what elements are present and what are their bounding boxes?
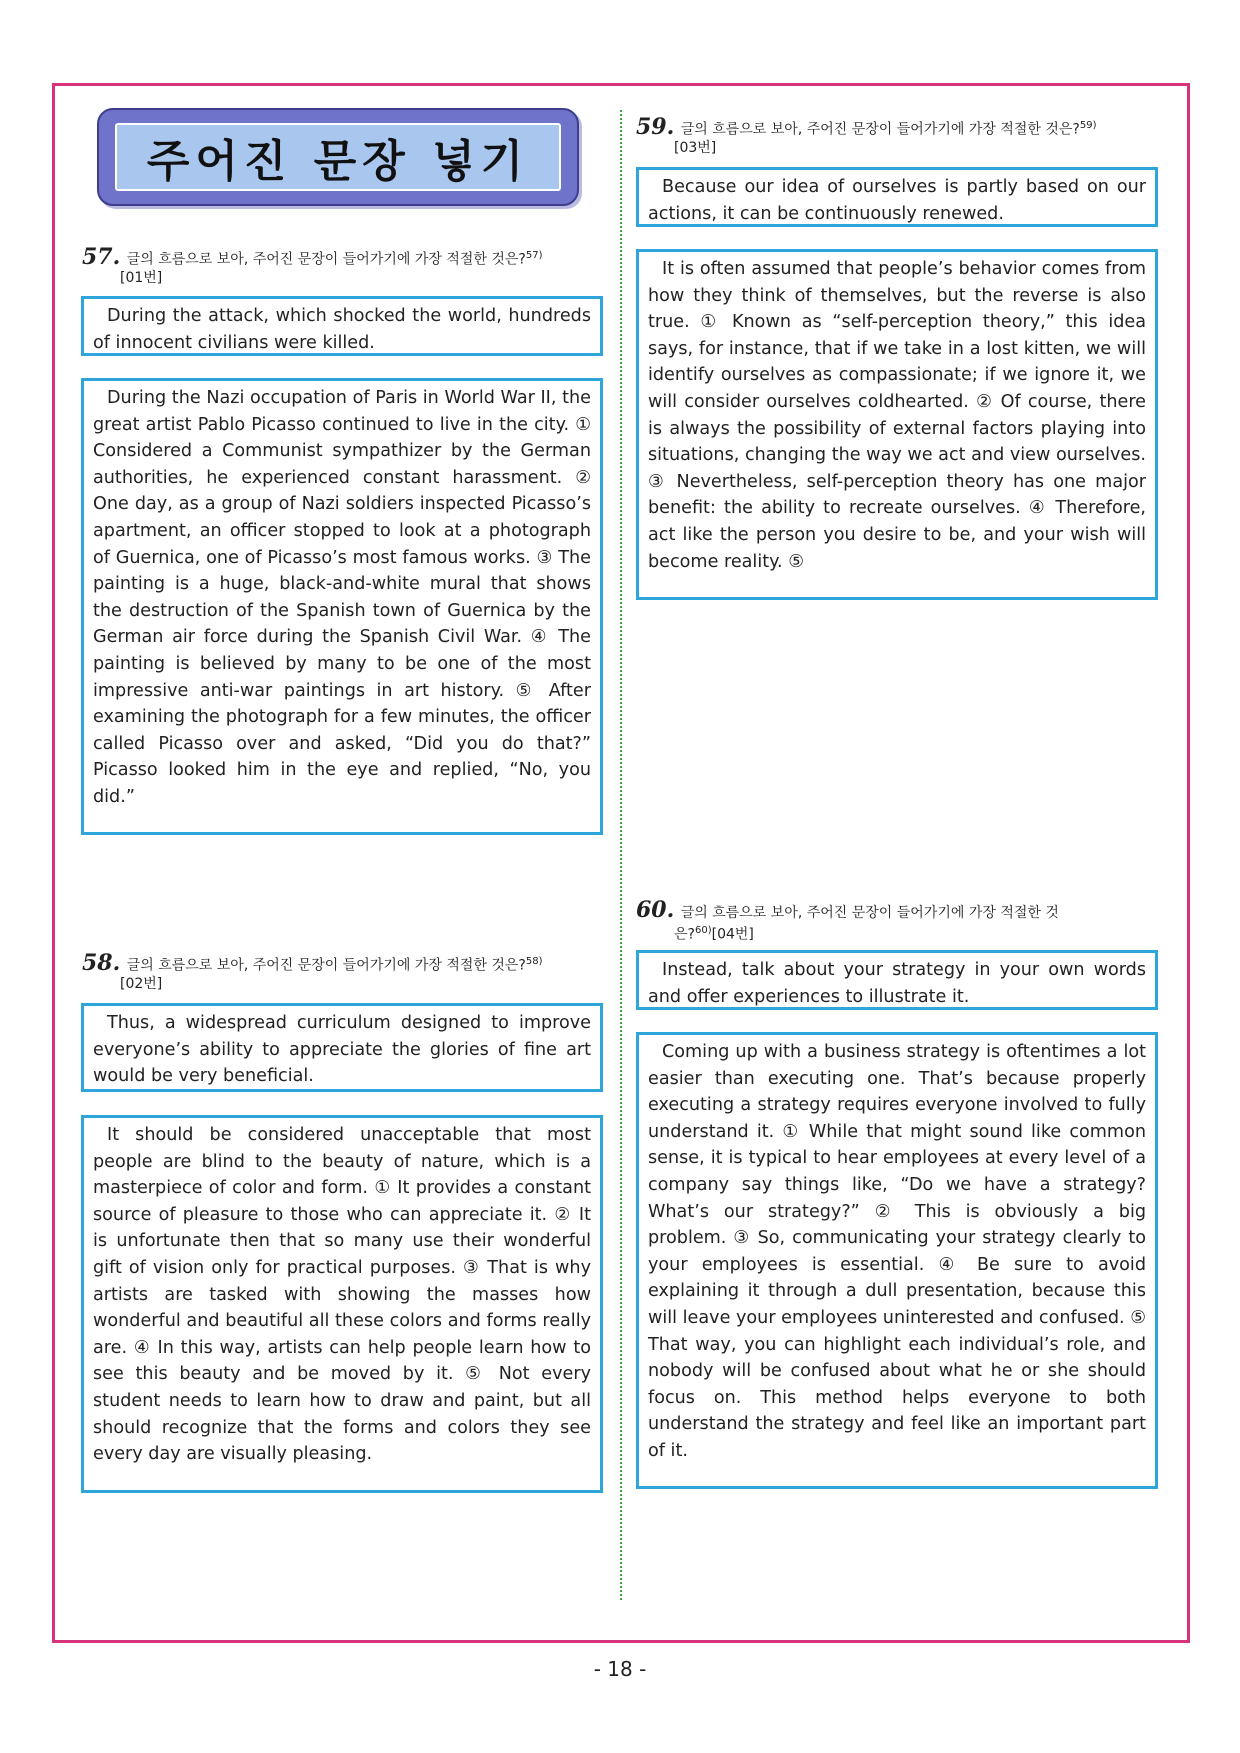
question-number: 57.: [82, 243, 121, 270]
section-title: 주어진 문장 넣기: [146, 136, 530, 187]
question-number: 60.: [636, 897, 675, 923]
question-58-header: [82, 949, 602, 993]
question-source: [01번]: [120, 269, 163, 286]
question-59-header: [636, 113, 1166, 157]
question-source: [04번]: [711, 926, 754, 943]
section-title-inner: [115, 123, 561, 191]
passage-59: It is often assumed that people’s behavior comes from how they think of themselves, but the reverse is also true. ① Known as “self-perception theory,” this idea says, for instance, that if we take in a lost kitten, we will identify ourselves as compassionate; if we ignore it, we will consider ourselves coldhearted. ② Of course, there is always the possibility of external factors playing into situations, changing the way we act and view ourselves. ③ Nevertheless, self-perception theory has one major benefit: the ability to recreate ourselves. ④ Therefore, act like the person you desire to be, and your wish will become reality. ⑤: [636, 249, 1158, 600]
question-prompt: 글의 흐름으로 보아, 주어진 문장이 들어가기에 가장 적절한 것은?: [680, 121, 1080, 138]
question-57-header: [82, 243, 602, 287]
question-source: [03번]: [674, 139, 717, 156]
given-sentence-59: Because our idea of ourselves is partly based on our actions, it can be continuously renewed.: [636, 167, 1158, 227]
footnote-ref: 58): [525, 956, 543, 967]
question-prompt-continued: [636, 922, 1166, 944]
passage-58: It should be considered unacceptable that most people are blind to the beauty of nature, which is a masterpiece of color and form. ① It provides a constant source of pleasure to those who can appreciate it. ② It is unfortunate then that so many use their wonderful gift of vision only for practical purposes. ③ That is why artists are tasked with showing the masses how wonderful and beautiful all these colors and forms really are. ④ In this way, artists can help people learn how to see this beauty and be moved by it. ⑤ Not every student needs to learn how to draw and paint, but all should recognize that the forms and colors they see every day are visually pleasing.: [81, 1115, 603, 1493]
question-number: 59.: [636, 113, 675, 140]
question-prompt: 글의 흐름으로 보아, 주어진 문장이 들어가기에 가장 적절한 것: [680, 905, 1059, 921]
page-number: - 18 -: [593, 1657, 647, 1681]
question-number: 58.: [82, 949, 121, 976]
question-60-header: [636, 897, 1166, 944]
question-prompt: 글의 흐름으로 보아, 주어진 문장이 들어가기에 가장 적절한 것은?: [126, 251, 526, 268]
given-sentence-60: Instead, talk about your strategy in your own words and offer experiences to illustrate it.: [636, 950, 1158, 1010]
question-source: [02번]: [120, 975, 163, 992]
footnote-ref: 59): [1079, 120, 1097, 131]
passage-60: Coming up with a business strategy is oftentimes a lot easier than executing one. That’s because properly executing a strategy requires everyone involved to fully understand it. ① While that might sound like common sense, it is typical to hear employees at every level of a company say things like, “Do we have a strategy? What’s our strategy?” ② This is obviously a big problem. ③ So, communicating your strategy clearly to your employees is essential. ④ Be sure to avoid explaining it through a dull presentation, because this will leave your employees uninterested and confused. ⑤ That way, you can highlight each individual’s role, and nobody will be confused about what he or she should focus on. This method helps everyone to both understand the strategy and feel like an important part of it.: [636, 1032, 1158, 1489]
question-prompt: 글의 흐름으로 보아, 주어진 문장이 들어가기에 가장 적절한 것은?: [126, 957, 526, 974]
given-sentence-57: During the attack, which shocked the world, hundreds of innocent civilians were killed.: [81, 296, 603, 356]
given-sentence-58: Thus, a widespread curriculum designed to improve everyone’s ability to appreciate the glories of fine art would be very beneficial.: [81, 1003, 603, 1092]
footnote-ref: 57): [525, 250, 543, 261]
section-title-banner: [97, 108, 579, 206]
footnote-ref: 60): [694, 925, 712, 936]
question-prompt-tail: 은?: [674, 926, 695, 943]
column-divider: [620, 110, 622, 1600]
passage-57: During the Nazi occupation of Paris in World War II, the great artist Pablo Picasso continued to live in the city. ① Considered a Communist sympathizer by the German authorities, he experienced constant harassment. ② One day, as a group of Nazi soldiers inspected Picasso’s apartment, an officer stopped to look at a photograph of Guernica, one of Picasso’s most famous works. ③ The painting is a huge, black-and-white mural that shows the destruction of the Spanish town of Guernica by the German air force during the Spanish Civil War. ④ The painting is believed by many to be one of the most impressive anti-war paintings in art history. ⑤ After examining the photograph for a few minutes, the officer called Picasso over and asked, “Did you do that?” Picasso looked him in the eye and replied, “No, you did.”: [81, 378, 603, 835]
